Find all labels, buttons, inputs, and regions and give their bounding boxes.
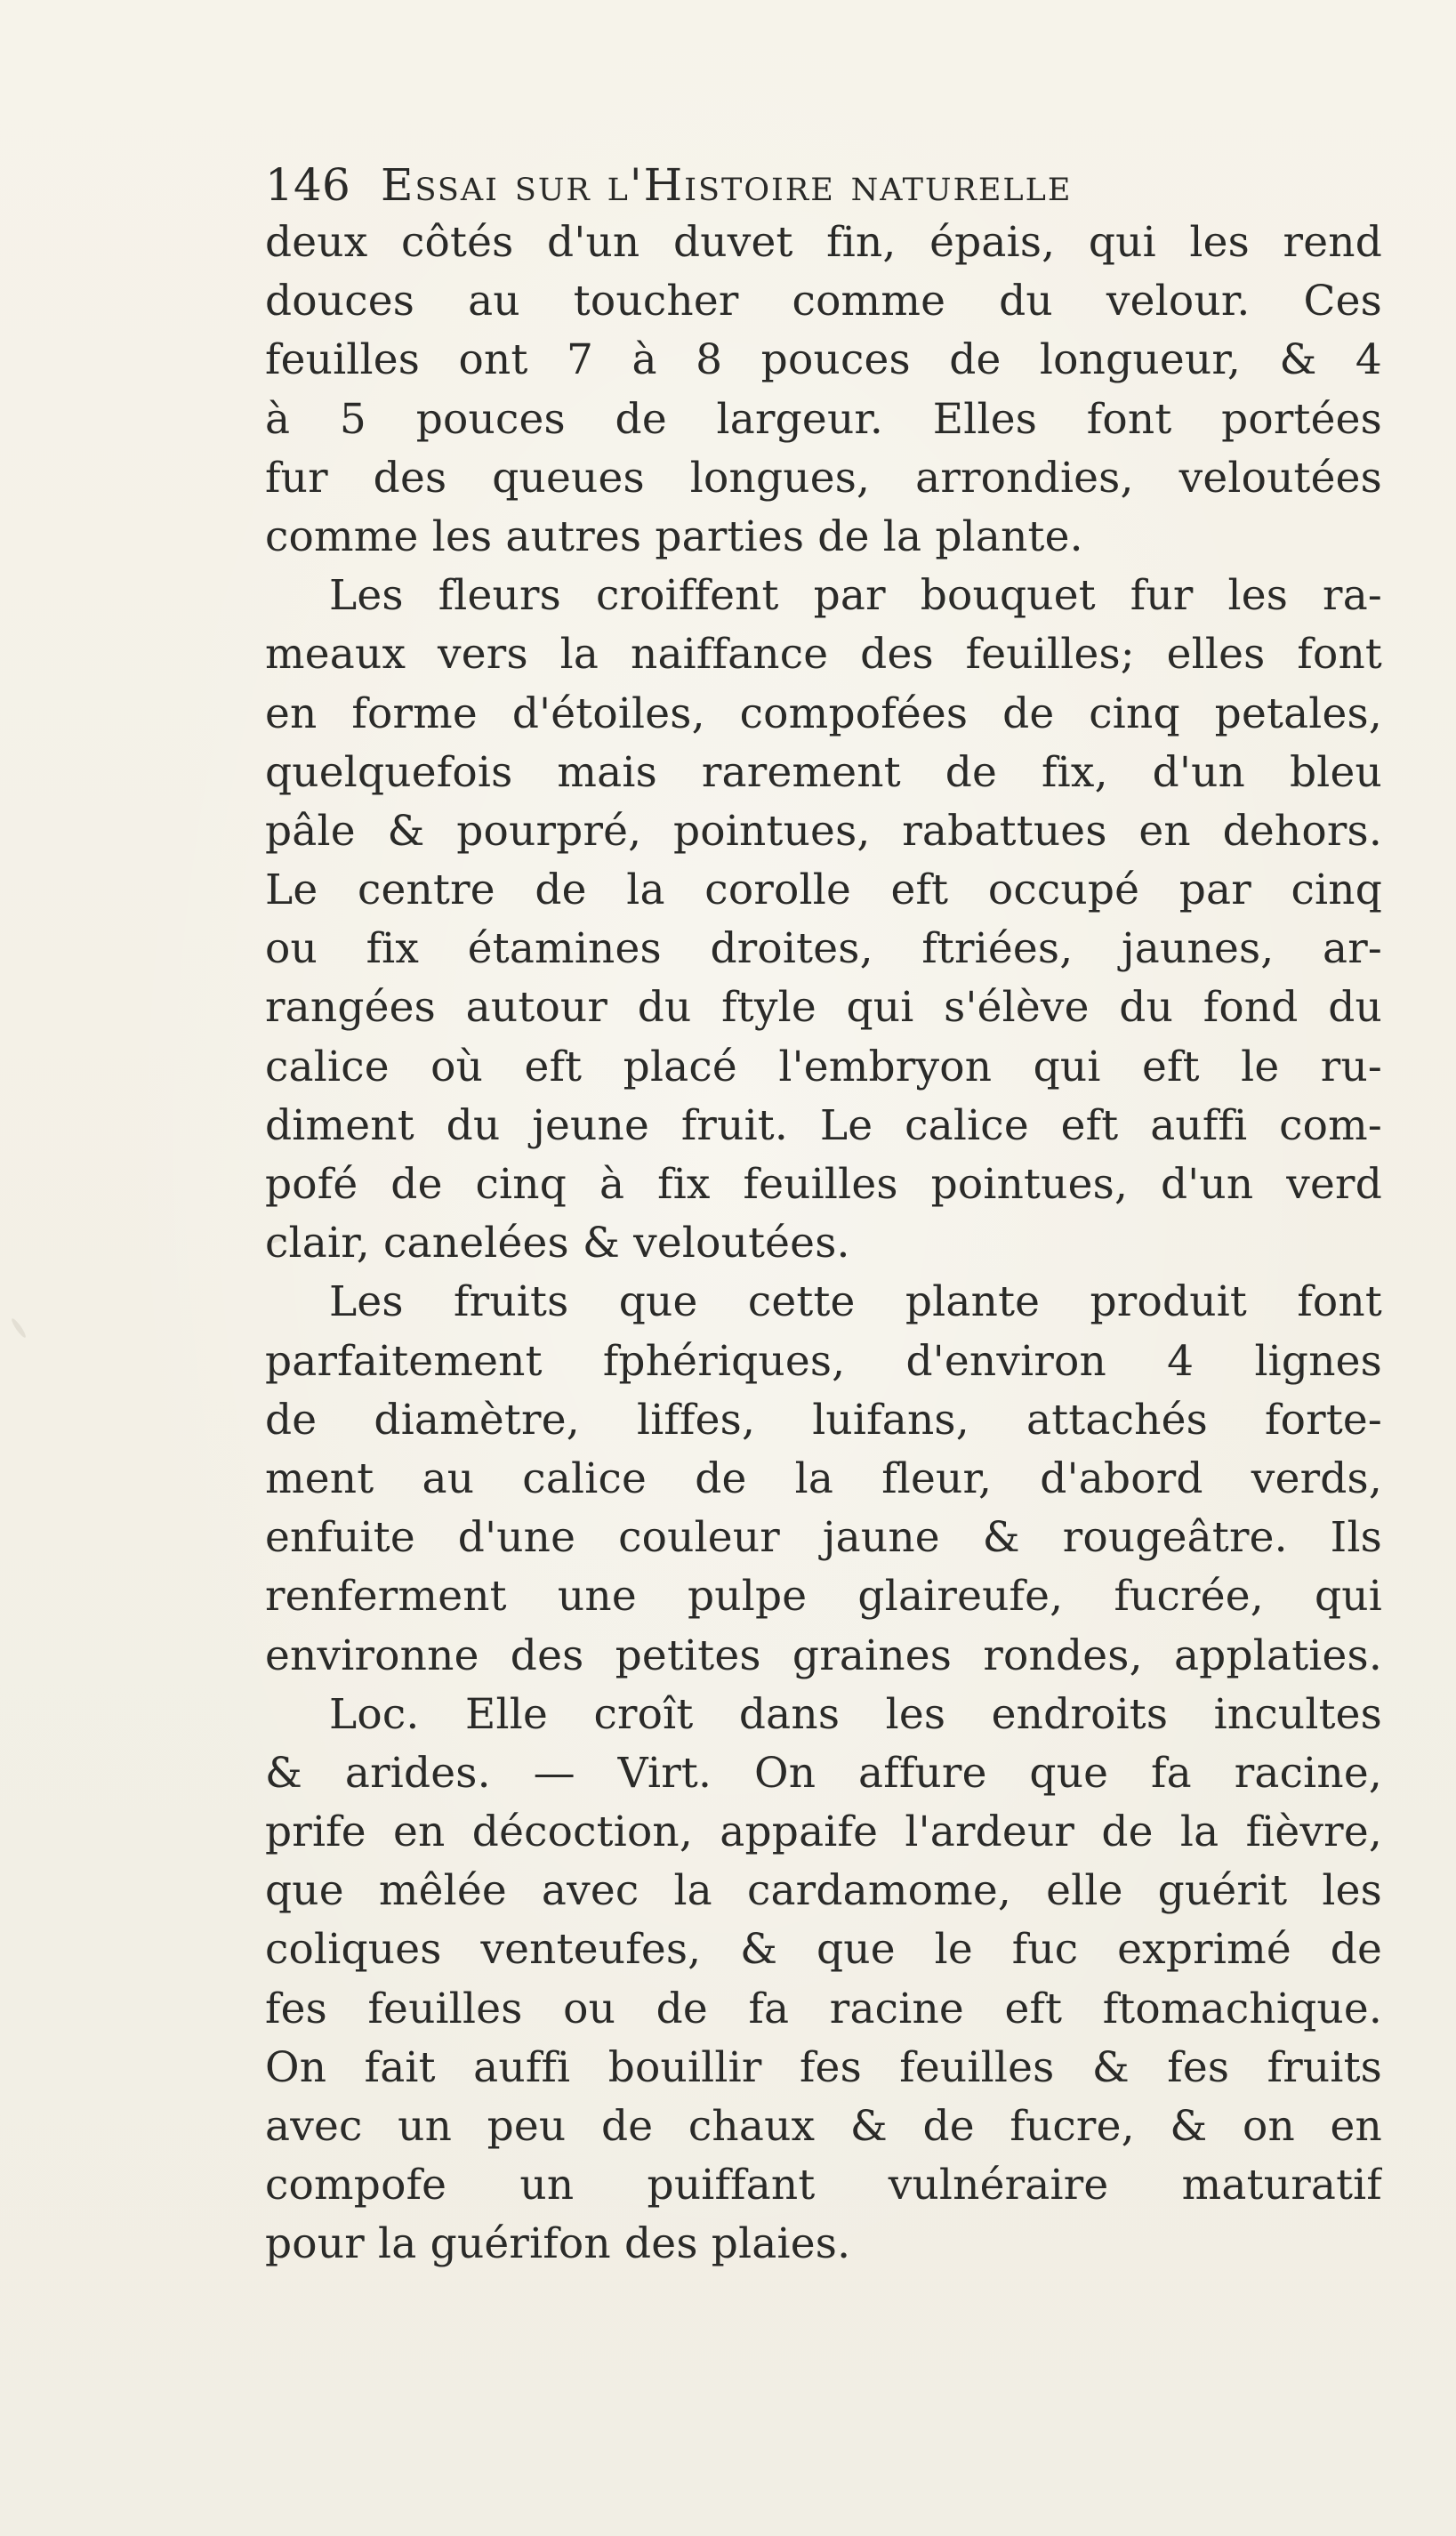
page-number: 146 <box>265 159 351 211</box>
text-line: pour la guérifon des plaies. <box>265 2219 851 2269</box>
page-header <box>265 157 1382 213</box>
text-line: Le centre de la corolle eft occupé par cinq <box>265 865 1382 915</box>
text-line: parfaitement fphériques, d'environ 4 lignes <box>265 1336 1382 1386</box>
text-line: pâle & pourpré, pointues, rabattues en dehors. <box>265 806 1382 856</box>
text-line: environne des petites graines rondes, applaties. <box>265 1630 1382 1680</box>
text-line: coliques venteufes, & que le fuc exprimé de <box>265 1925 1382 1975</box>
text-line: avec un peu de chaux & de fucre, & on en <box>265 2102 1382 2151</box>
text-line: deux côtés d'un duvet fin, épais, qui les rend <box>265 218 1382 267</box>
text-line: fes feuilles ou de fa racine eft ftomachique. <box>265 1984 1382 2033</box>
text-line: diment du jeune fruit. Le calice eft auffi com- <box>265 1100 1382 1150</box>
text-line: prife en décoction, appaife l'ardeur de la fièvre, <box>265 1807 1382 1857</box>
text-line: que mêlée avec la cardamome, elle guérit les <box>265 1866 1382 1916</box>
text-line: enfuite d'une couleur jaune & rougeâtre. Ils <box>265 1513 1382 1563</box>
text-line: renferment une pulpe glaireufe, fucrée, qui <box>265 1572 1382 1622</box>
text-line: Les fruits que cette plante produit font <box>329 1277 1382 1327</box>
text-line: ou fix étamines droites, ftriées, jaunes, ar- <box>265 924 1382 974</box>
text-line: On fait auffi bouillir fes feuilles & fes fruits <box>265 2042 1382 2092</box>
text-line: comme les autres parties de la plante. <box>265 511 1083 561</box>
text-line: & arides. — Virt. On affure que fa racine, <box>265 1748 1382 1798</box>
page-mark <box>10 1317 28 1340</box>
running-head: Essai sur l'Histoire naturelle <box>381 159 1073 211</box>
text-line: compofe un puiffant vulnéraire maturatif <box>265 2161 1382 2210</box>
text-line: rangées autour du ftyle qui s'élève du fond du <box>265 983 1382 1033</box>
text-line: meaux vers la naiffance des feuilles; elles font <box>265 630 1382 680</box>
text-line: quelquefois mais rarement de fix, d'un bleu <box>265 747 1382 797</box>
text-line: feuilles ont 7 à 8 pouces de longueur, & 4 <box>265 335 1382 385</box>
text-line: ment au calice de la fleur, d'abord verds, <box>265 1453 1382 1503</box>
text-line: en forme d'étoiles, compofées de cinq petales, <box>265 688 1382 738</box>
text-line: calice où eft placé l'embryon qui eft le ru- <box>265 1042 1382 1091</box>
text-line: pofé de cinq à fix feuilles pointues, d'un verd <box>265 1160 1382 1209</box>
text-line: douces au toucher comme du velour. Ces <box>265 277 1382 326</box>
text-line: Loc. Elle croît dans les endroits incultes <box>329 1689 1382 1739</box>
page-text-block <box>265 157 1382 2274</box>
text-line: à 5 pouces de largeur. Elles font portées <box>265 394 1382 444</box>
text-line: clair, canelées & veloutées. <box>265 1219 850 1268</box>
text-line: Les fleurs croiffent par bouquet fur les ra- <box>329 571 1382 621</box>
text-line: de diamètre, liffes, luifans, attachés forte- <box>265 1395 1382 1445</box>
text-line: fur des queues longues, arrondies, veloutées <box>265 453 1382 503</box>
